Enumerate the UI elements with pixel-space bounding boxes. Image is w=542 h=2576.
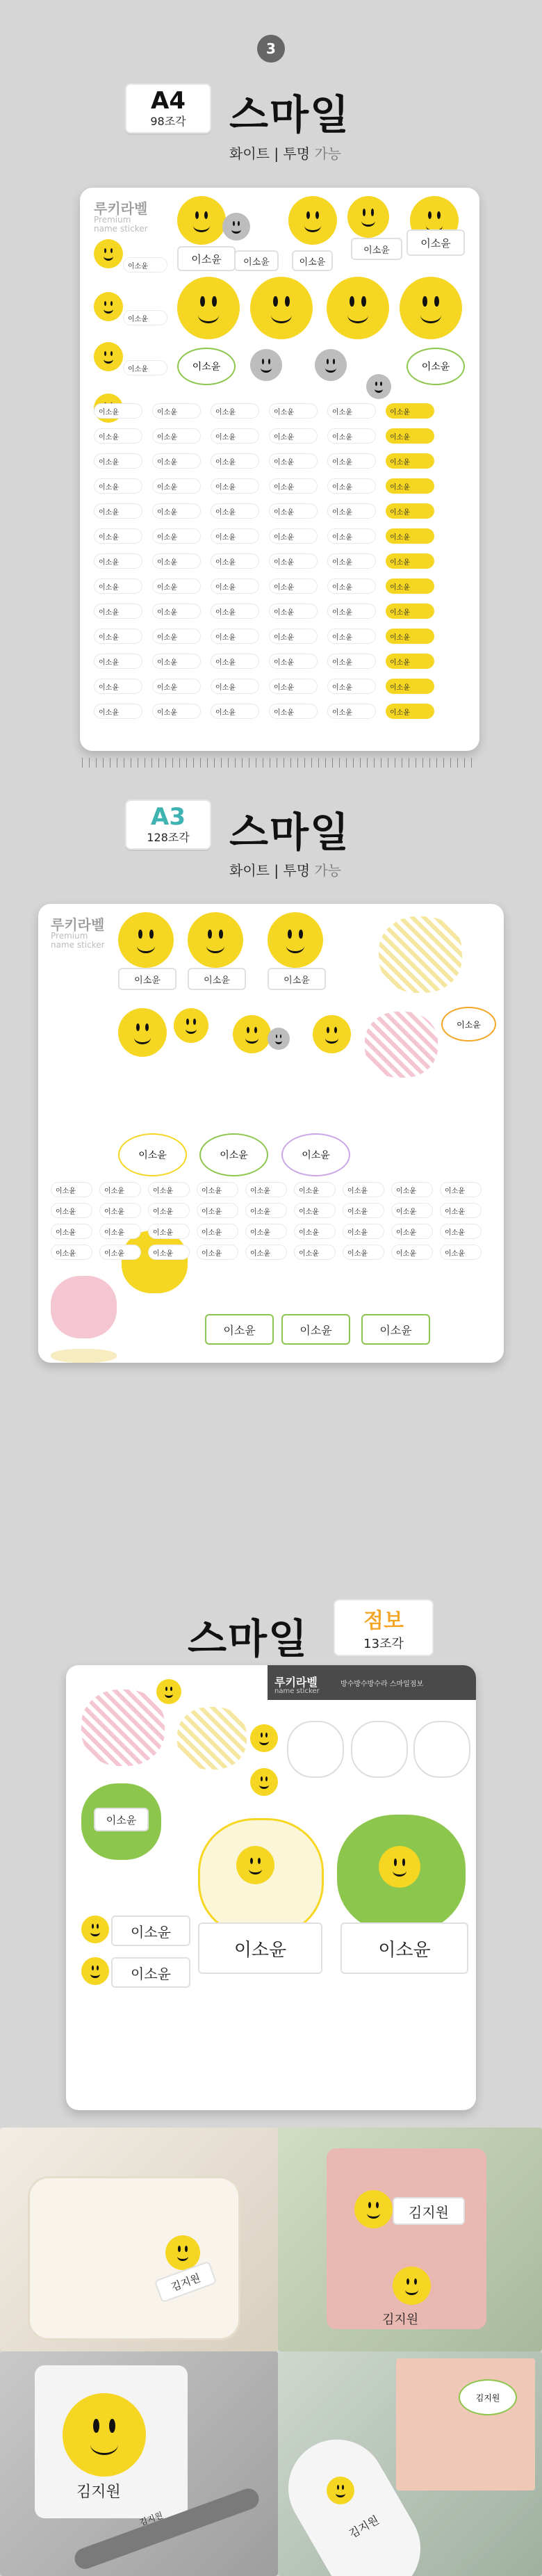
- name-pill: 이소윤: [211, 553, 259, 569]
- mug-name-text: 김지원: [76, 2484, 121, 2501]
- name-pill: 이소윤: [327, 453, 376, 469]
- cup-name-text: 김지원: [382, 2312, 419, 2327]
- smile-sticker: [327, 277, 389, 339]
- smile-sticker: [288, 196, 337, 245]
- name-pill: 이소윤: [211, 704, 259, 719]
- name-pill: 이소윤: [197, 1203, 238, 1218]
- speech-bubble-sticker: 이소윤: [177, 348, 236, 385]
- a4-sticker-sheet: [80, 188, 479, 751]
- name-pill: 이소윤: [152, 629, 201, 644]
- name-pill: 이소윤: [197, 1245, 238, 1260]
- name-pill: 이소윤: [94, 679, 142, 694]
- smile-sticker: [268, 912, 323, 968]
- name-label-large: 이소윤: [111, 1915, 190, 1946]
- speech-bubble-sticker: 이소윤: [118, 1133, 187, 1176]
- name-pill: 이소윤: [343, 1245, 384, 1260]
- product-title: 스마일: [229, 809, 351, 856]
- name-pill: 이소윤: [211, 679, 259, 694]
- name-pill: 이소윤: [94, 428, 142, 444]
- size-label: A3: [151, 802, 186, 831]
- name-pill-grid: [94, 403, 469, 737]
- name-pill: 이소윤: [327, 478, 376, 494]
- smile-sticker: [236, 1846, 274, 1884]
- name-pill: 이소윤: [294, 1245, 336, 1260]
- name-label-large: 이소윤: [340, 1922, 468, 1974]
- photo-pink-cup: [278, 2128, 542, 2351]
- name-pill: 이소윤: [211, 478, 259, 494]
- name-pill: 이소윤: [269, 629, 318, 644]
- name-pill: 이소윤: [386, 629, 434, 644]
- smile-sticker: [63, 2393, 146, 2477]
- brand-logo: 루키라벨: [274, 1676, 318, 1689]
- smile-sticker: [177, 277, 240, 339]
- name-pill: 이소윤: [327, 704, 376, 719]
- name-pill: 이소윤: [152, 478, 201, 494]
- name-pill: 이소윤: [152, 679, 201, 694]
- name-pill: 이소윤: [94, 654, 142, 669]
- smile-sticker: [94, 342, 123, 371]
- jumbo-label: 점보: [363, 1609, 404, 1633]
- gingham-flower-sticker: [177, 1707, 247, 1769]
- name-pill: 이소윤: [386, 403, 434, 419]
- name-pill: 이소윤: [327, 428, 376, 444]
- name-pill: 이소윤: [211, 629, 259, 644]
- name-pill: 이소윤: [386, 704, 434, 719]
- name-label: 이소윤: [177, 246, 236, 271]
- name-pill: 이소윤: [94, 604, 142, 619]
- name-pill: 이소윤: [269, 704, 318, 719]
- smile-sticker: [81, 1915, 109, 1943]
- name-label: 이소윤: [292, 250, 333, 271]
- name-pill: 이소윤: [152, 528, 201, 544]
- name-pill: 이소윤: [343, 1182, 384, 1197]
- name-pill: 이소윤: [148, 1245, 190, 1260]
- step-number-badge: 3: [257, 35, 285, 63]
- name-pill: 이소윤: [269, 578, 318, 594]
- smile-sticker: [354, 2190, 393, 2228]
- name-pill: 이소윤: [440, 1182, 482, 1197]
- flower-sticker-white: [351, 1721, 408, 1778]
- smile-sticker: [94, 239, 123, 268]
- name-pill: 이소윤: [245, 1224, 287, 1239]
- name-pill: 이소윤: [386, 428, 434, 444]
- name-pill: 이소윤: [152, 428, 201, 444]
- name-pill: 이소윤: [386, 604, 434, 619]
- name-pill: 이소윤: [211, 654, 259, 669]
- name-pill: 이소윤: [152, 403, 201, 419]
- name-pill: 이소윤: [94, 578, 142, 594]
- name-pill: 이소윤: [327, 578, 376, 594]
- name-label-large: 이소윤: [281, 1314, 350, 1345]
- name-label: 이소윤: [118, 968, 176, 990]
- name-pill: 이소윤: [269, 453, 318, 469]
- name-pill: 이소윤: [386, 478, 434, 494]
- name-pill: 이소윤: [152, 453, 201, 469]
- name-pill: 이소윤: [269, 604, 318, 619]
- smile-sticker: [347, 196, 389, 238]
- name-pill: 이소윤: [152, 604, 201, 619]
- name-pill: 이소윤: [294, 1182, 336, 1197]
- name-pill: 이소윤: [327, 553, 376, 569]
- smile-sticker-gray: [315, 349, 347, 381]
- name-pill: 이소윤: [391, 1203, 433, 1218]
- name-label: 이소윤: [234, 250, 279, 271]
- name-pill-grid: [51, 1182, 495, 1265]
- name-pill: 이소윤: [123, 257, 167, 273]
- name-pill: 이소윤: [327, 679, 376, 694]
- name-pill: 이소윤: [211, 528, 259, 544]
- spoon-name-text: 김지원: [138, 2510, 165, 2528]
- name-pill: 이소윤: [269, 503, 318, 519]
- name-label: 이소윤: [268, 968, 326, 990]
- name-label-large: 이소윤: [361, 1314, 430, 1345]
- name-pill: 이소윤: [269, 528, 318, 544]
- piece-count: 128조각: [147, 830, 190, 844]
- flower-sticker-white: [413, 1721, 470, 1778]
- speech-bubble-sticker: 이소윤: [281, 1133, 350, 1176]
- name-pill: 이소윤: [327, 654, 376, 669]
- brand-logo: 루키라벨: [94, 200, 148, 217]
- lunchbox-shape: [28, 2176, 240, 2340]
- name-pill: 이소윤: [386, 528, 434, 544]
- name-label-large: 이소윤: [111, 1957, 190, 1988]
- name-pill: 이소윤: [294, 1224, 336, 1239]
- name-label: 이소윤: [188, 968, 246, 990]
- smile-sticker: [250, 277, 313, 339]
- brand-subtitle: Premium name sticker: [94, 215, 148, 234]
- size-badge-a4: [125, 83, 211, 133]
- name-pill: 이소윤: [211, 604, 259, 619]
- name-label-large: 이소윤: [205, 1314, 274, 1345]
- name-pill: 이소윤: [94, 553, 142, 569]
- name-pill: 이소윤: [440, 1203, 482, 1218]
- smile-sticker: [81, 1957, 109, 1985]
- name-pill: 이소윤: [94, 403, 142, 419]
- name-pill: 이소윤: [152, 704, 201, 719]
- name-pill: 이소윤: [327, 503, 376, 519]
- name-pill: 이소윤: [94, 629, 142, 644]
- name-pill: 이소윤: [294, 1203, 336, 1218]
- name-pill: 이소윤: [386, 654, 434, 669]
- name-pill: 이소윤: [51, 1182, 92, 1197]
- name-pill: 이소윤: [386, 453, 434, 469]
- name-pill: 이소윤: [211, 428, 259, 444]
- name-pill: 이소윤: [99, 1224, 141, 1239]
- name-pill: 이소윤: [327, 604, 376, 619]
- flower-sticker-pink: [51, 1276, 117, 1338]
- smile-sticker-gray: [268, 1028, 290, 1050]
- name-pill: 이소윤: [197, 1224, 238, 1239]
- name-label: 김지원: [154, 2261, 217, 2303]
- name-pill: 이소윤: [245, 1203, 287, 1218]
- name-pill: 이소윤: [94, 453, 142, 469]
- smile-sticker-gray: [366, 374, 391, 399]
- photo-purple-spoon: [278, 2351, 542, 2576]
- smile-sticker: [250, 1724, 278, 1752]
- name-pill: 이소윤: [99, 1245, 141, 1260]
- name-pill: 이소윤: [152, 578, 201, 594]
- name-pill: 이소윤: [386, 503, 434, 519]
- name-pill: 이소윤: [386, 553, 434, 569]
- name-pill: 이소윤: [148, 1182, 190, 1197]
- brand-subtitle: name sticker: [274, 1687, 320, 1695]
- gingham-flower-sticker: [365, 1012, 438, 1078]
- name-pill: 이소윤: [269, 553, 318, 569]
- name-pill: 이소윤: [343, 1203, 384, 1218]
- name-pill: 이소윤: [269, 403, 318, 419]
- name-pill: 이소윤: [391, 1182, 433, 1197]
- name-pill: 이소윤: [440, 1224, 482, 1239]
- name-pill: 이소윤: [327, 629, 376, 644]
- name-pill: 이소윤: [211, 503, 259, 519]
- photo-white-mug: [0, 2351, 278, 2576]
- smile-sticker: [393, 2267, 431, 2305]
- smile-sticker: [313, 1015, 351, 1053]
- name-label: 이소윤: [406, 229, 465, 256]
- name-pill: 이소윤: [94, 478, 142, 494]
- name-label-large: 이소윤: [198, 1922, 322, 1974]
- name-pill: 이소윤: [94, 503, 142, 519]
- name-pill: 이소윤: [123, 360, 167, 375]
- name-pill: 이소윤: [51, 1245, 92, 1260]
- gingham-flower-sticker: [379, 916, 462, 993]
- smile-sticker: [177, 196, 226, 245]
- speech-bubble-sticker: 이소윤: [441, 1007, 496, 1042]
- gingham-flower-sticker: [81, 1690, 165, 1766]
- smile-sticker: [400, 277, 462, 339]
- name-label: 김지원: [393, 2197, 465, 2225]
- smile-sticker: [118, 1008, 167, 1057]
- name-pill: 이소윤: [51, 1203, 92, 1218]
- brand-subtitle: Premium name sticker: [51, 931, 105, 950]
- name-pill: 이소윤: [327, 403, 376, 419]
- name-pill: 이소윤: [327, 528, 376, 544]
- smile-sticker: [165, 2235, 200, 2270]
- name-pill: 이소윤: [123, 310, 167, 325]
- smile-sticker: [94, 292, 123, 321]
- smile-sticker: [379, 1846, 420, 1888]
- name-pill: 이소윤: [269, 679, 318, 694]
- name-pill: 이소윤: [148, 1203, 190, 1218]
- name-pill: 이소윤: [211, 403, 259, 419]
- size-badge-a3: [125, 800, 211, 850]
- name-pill: 이소윤: [245, 1245, 287, 1260]
- name-pill: 이소윤: [51, 1224, 92, 1239]
- product-subtitle: 화이트 | 투명 가능: [229, 145, 342, 162]
- smile-sticker: [174, 1008, 208, 1043]
- name-pill: 이소윤: [99, 1182, 141, 1197]
- name-pill: 이소윤: [211, 453, 259, 469]
- flower-sticker-cream: [51, 1349, 117, 1363]
- name-pill: 이소윤: [94, 528, 142, 544]
- name-pill: 이소윤: [211, 578, 259, 594]
- name-pill: 이소윤: [343, 1224, 384, 1239]
- name-pill: 이소윤: [94, 704, 142, 719]
- a3-sticker-sheet: [38, 904, 504, 1363]
- jumbo-badge: [334, 1599, 434, 1656]
- product-subtitle: 화이트 | 투명 가능: [229, 862, 342, 879]
- name-label: 이소윤: [351, 238, 402, 260]
- piece-count: 13조각: [363, 1637, 404, 1651]
- size-label: A4: [151, 86, 186, 115]
- speech-bubble-sticker: 이소윤: [406, 348, 465, 385]
- smile-sticker: [188, 912, 243, 968]
- name-pill: 이소윤: [440, 1245, 482, 1260]
- photo-lunchbox: [0, 2128, 278, 2351]
- product-title: 스마일: [188, 1615, 309, 1662]
- smile-sticker: [156, 1679, 181, 1704]
- name-pill: 이소윤: [245, 1182, 287, 1197]
- header-note: 방수방수방수라 스마일점보: [340, 1680, 424, 1688]
- smile-sticker-gray: [222, 213, 250, 241]
- name-pill: 이소윤: [99, 1203, 141, 1218]
- name-pill: 이소윤: [391, 1245, 433, 1260]
- smile-sticker: [327, 2477, 354, 2504]
- jumbo-sticker-sheet: [66, 1665, 476, 2110]
- name-pill: 이소윤: [391, 1224, 433, 1239]
- smile-sticker: [118, 912, 174, 968]
- pink-card-shape: [396, 2358, 535, 2490]
- spoon-name-text: 김지원: [346, 2513, 381, 2541]
- speech-bubble-sticker: 김지원: [459, 2379, 517, 2415]
- name-pill: 이소윤: [386, 578, 434, 594]
- product-title: 스마일: [229, 91, 351, 138]
- speech-bubble-sticker: 이소윤: [199, 1133, 268, 1176]
- piece-count: 98조각: [150, 114, 186, 128]
- name-pill: 이소윤: [152, 654, 201, 669]
- name-pill: 이소윤: [269, 428, 318, 444]
- smile-sticker-gray: [250, 349, 282, 381]
- name-label: 이소윤: [94, 1808, 149, 1831]
- smile-sticker: [250, 1768, 278, 1796]
- ruler-scale: [82, 758, 477, 768]
- flower-sticker-white: [287, 1721, 344, 1778]
- brand-logo: 루키라벨: [51, 916, 105, 933]
- name-pill: 이소윤: [269, 478, 318, 494]
- name-pill: 이소윤: [197, 1182, 238, 1197]
- smile-sticker: [233, 1015, 271, 1053]
- name-pill: 이소윤: [148, 1224, 190, 1239]
- name-pill: 이소윤: [386, 679, 434, 694]
- name-pill: 이소윤: [269, 654, 318, 669]
- flower-sticker-white: [81, 1874, 165, 1902]
- name-pill: 이소윤: [152, 553, 201, 569]
- name-pill: 이소윤: [152, 503, 201, 519]
